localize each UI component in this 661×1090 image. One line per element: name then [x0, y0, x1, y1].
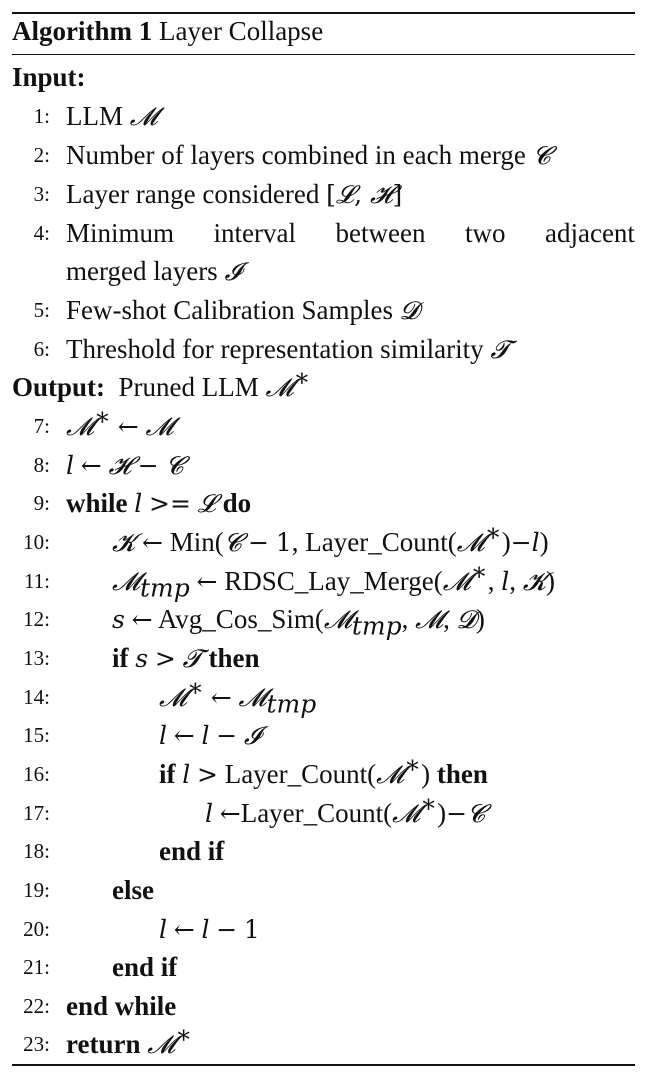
algorithm-block [12, 0, 635, 1090]
step-20: 20: l ← l − 1 [23, 915, 260, 944]
step-7: 7: 𝓜∗ ← 𝓜 [33, 402, 174, 441]
step-9: 9: while l >= 𝓛 do [33, 488, 252, 518]
input-line-5: 5: Few-shot Calibration Samples 𝓓 [33, 295, 419, 325]
step-21: 21: end if [23, 952, 178, 982]
step-17: 17: l ←Layer_Count(𝓜∗)−𝓒 [23, 789, 485, 828]
input-line-2: 2: Number of layers combined in each merge 𝓒 [33, 140, 551, 170]
step-13: 13: if s > 𝓣 then [23, 643, 260, 673]
step-10: 10: 𝓚 ← Min(𝓒 − 1, Layer_Count(𝓜∗)−l) [23, 518, 549, 557]
input-line-4-cont: merged layers 𝓘 [66, 256, 242, 286]
step-18: 18: end if [23, 836, 225, 866]
algorithm-label: Algorithm 1 [12, 16, 153, 46]
step-14: 14: 𝓜∗ ← 𝓜$_{tmp}$ [23, 673, 317, 719]
algorithm-name: Layer Collapse [158, 16, 324, 46]
step-11: 11: 𝓜$_{tmp}$ ← RDSC_Lay_Merge(𝓜∗, l, 𝓚) [23, 557, 555, 603]
input-line-1: 1: LLM 𝓜 [33, 101, 158, 131]
input-line-3: 3: Layer range considered [𝓛, 𝓗] [33, 179, 403, 209]
step-15: 15: l ← l − 𝓘 [23, 721, 261, 750]
input-line-6: 6: Threshold for representation similarity 𝓣 [33, 334, 510, 364]
input-header: Input: [12, 62, 86, 92]
step-16: 16: if l > Layer_Count(𝓜∗) then [23, 750, 488, 789]
algorithm-title [12, 16, 323, 47]
step-23: 23: return 𝓜∗ [23, 1020, 193, 1059]
step-12: 12: s ← Avg_Cos_Sim(𝓜$_{tmp}$, 𝓜, 𝓓) [23, 604, 485, 641]
input-line-4: 4: Minimum interval between two adjacent [33, 218, 635, 248]
top-rule [12, 12, 635, 14]
step-22: 22: end while [23, 991, 177, 1021]
step-8: 8: l ← 𝓗 − 𝓒 [33, 451, 184, 480]
output-header: Output: Pruned LLM 𝓜∗ [12, 363, 311, 402]
title-rule [12, 54, 635, 55]
step-19: 19: else [23, 875, 154, 905]
bottom-rule [12, 1064, 635, 1066]
